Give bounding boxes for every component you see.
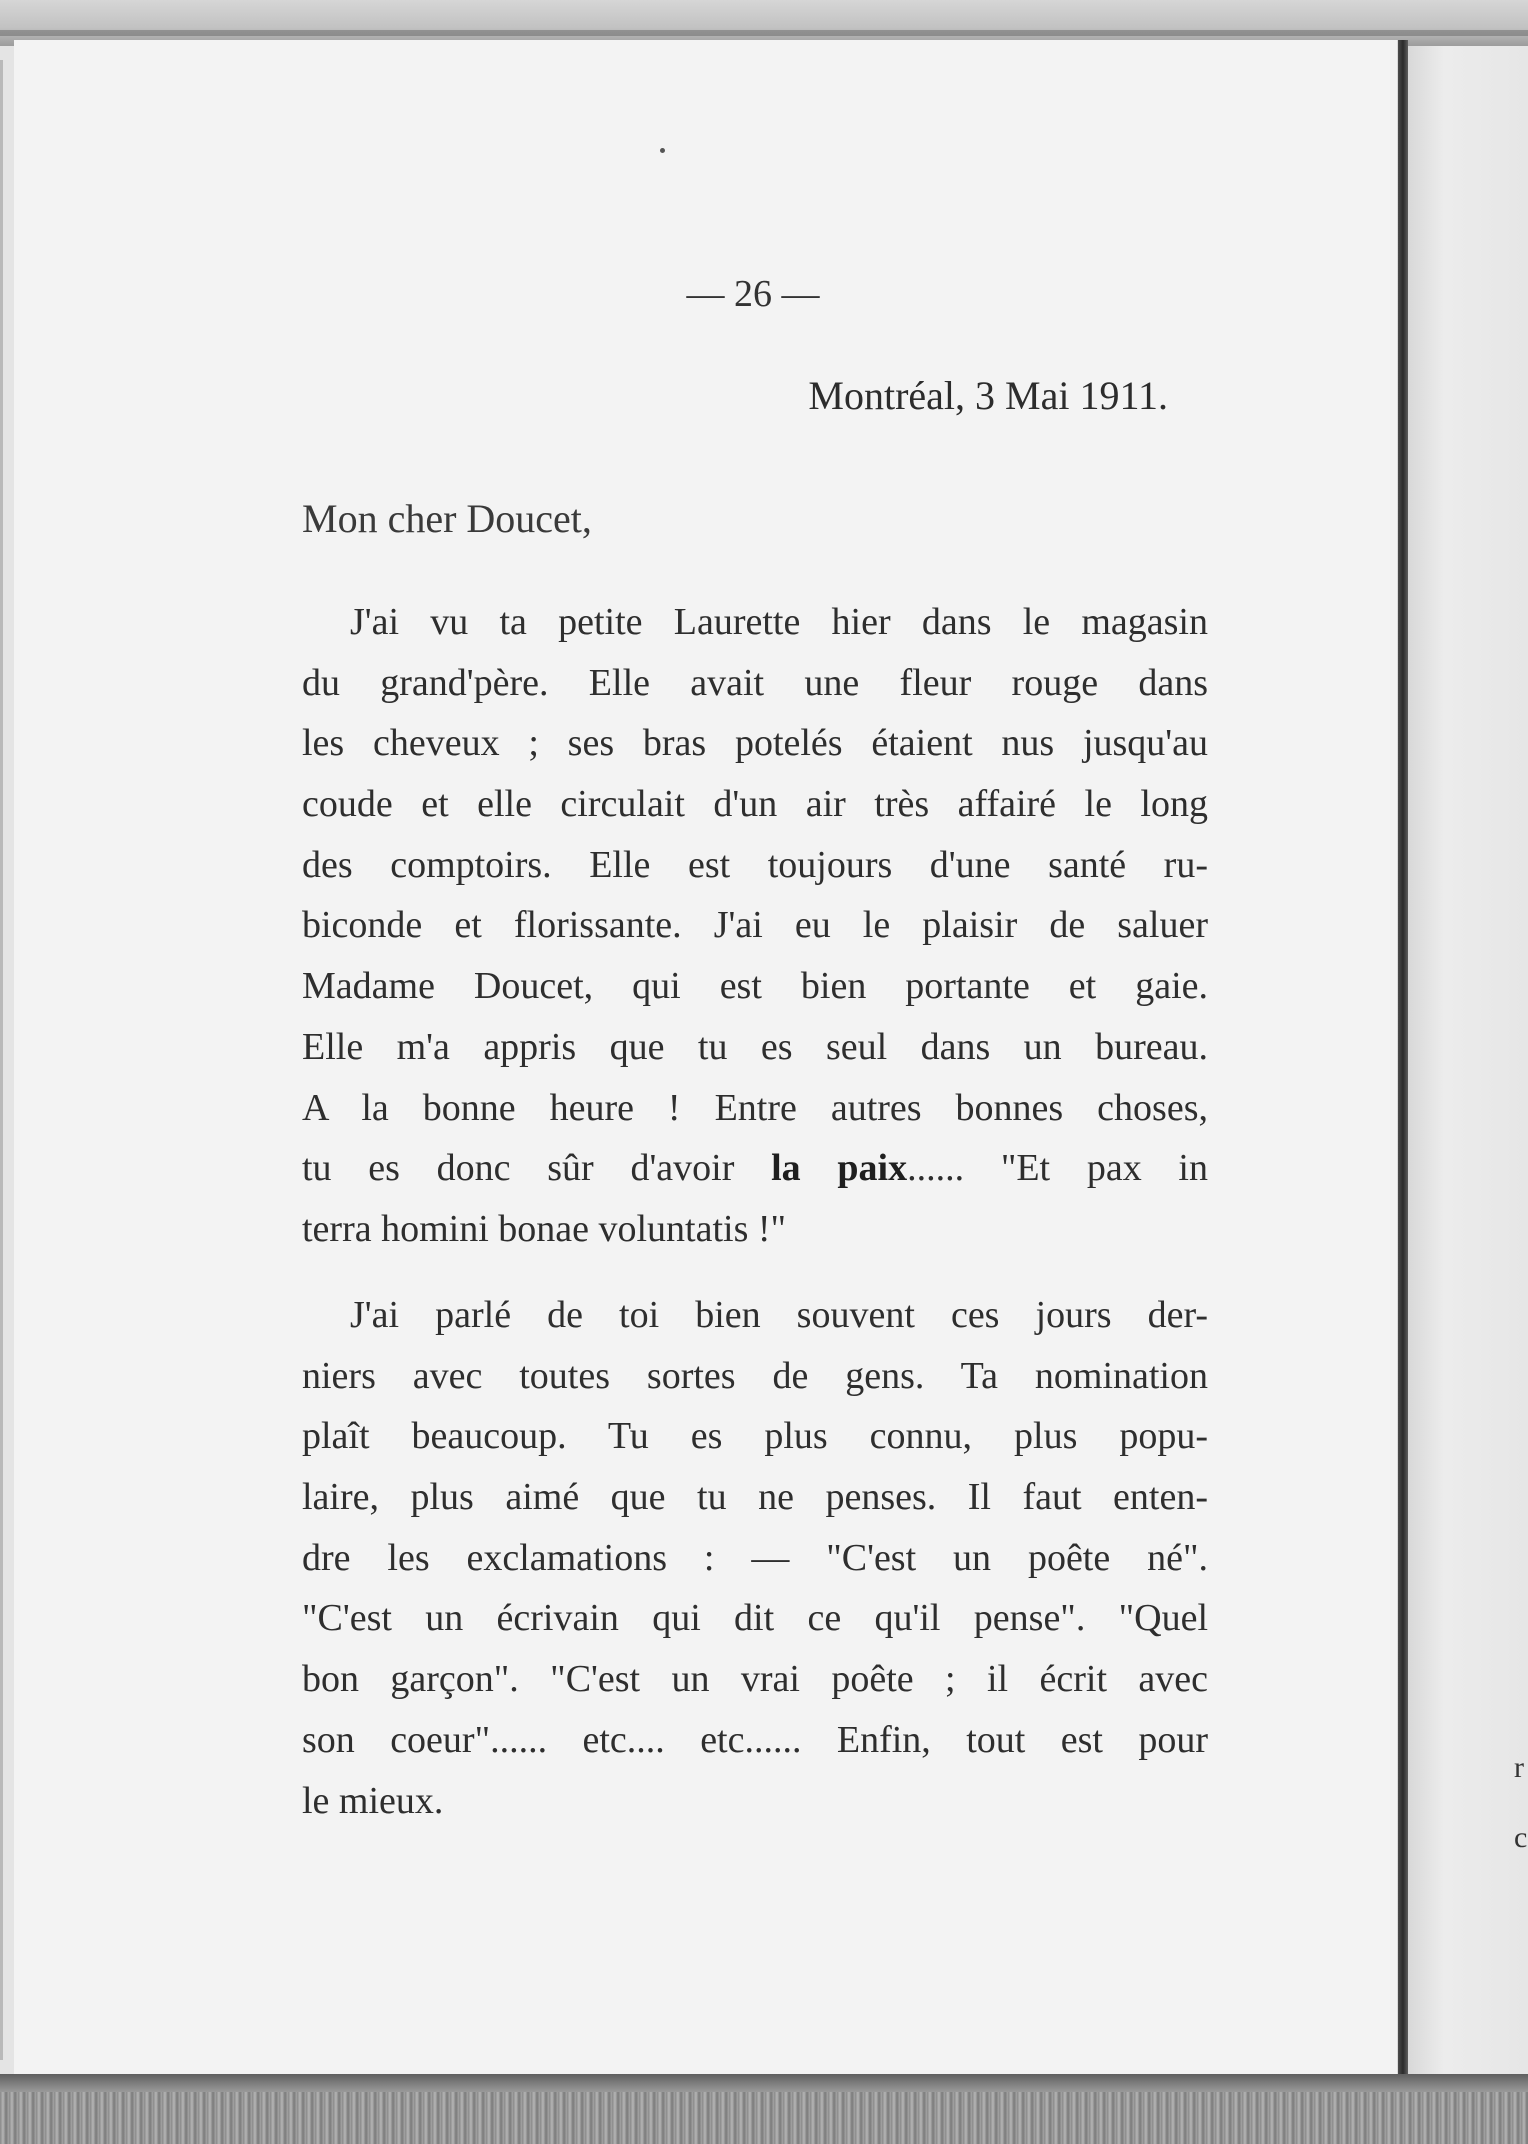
text-line: le mieux. [302,1779,444,1822]
text-line: laire, plus aimé que tu ne penses. Il faut enten- [302,1476,1208,1519]
text-line: Madame Doucet, qui est bien portante et gaie. [302,965,1208,1008]
text-line: biconde et florissante. J'ai eu le plaisir de saluer [302,904,1208,947]
text-fragment: tu es donc sûr d'avoir [302,1147,772,1190]
paragraph-2 [302,1285,1208,1831]
text-line: du grand'père. Elle avait une fleur rouge dans [302,661,1208,704]
dateline: Montréal, 3 Mai 1911. [808,373,1168,418]
text-line: son coeur"...... etc.... etc...... Enfin, tout est pour [302,1718,1208,1761]
text-line: J'ai vu ta petite Laurette hier dans le magasin [350,601,1208,643]
text-fragment: ...... "Et pax in [907,1147,1208,1190]
text-line: niers avec toutes sortes de gens. Ta nomination [302,1354,1208,1397]
book-spine [1398,40,1408,2074]
next-page-glyph: c [1514,1821,1528,1854]
salutation: Mon cher Doucet, [302,496,592,541]
scan-left-edge [0,60,3,2060]
next-page-glyph: r [1514,1751,1524,1784]
text-line: dre les exclamations : — "C'est un poête né". [302,1536,1208,1579]
emphasis-la-paix: la paix [771,1147,908,1190]
ink-speck [660,148,665,153]
text-line: coude et elle circulait d'un air très affairé le long [302,783,1208,826]
text-line: terra homini bonae voluntatis !" [302,1207,787,1250]
text-line: des comptoirs. Elle est toujours d'une santé ru- [302,843,1208,886]
text-line: "C'est un écrivain qui dit ce qu'il pense". "Quel [302,1597,1208,1640]
text-line: plaît beaucoup. Tu es plus connu, plus popu- [302,1415,1208,1458]
text-line: A la bonne heure ! Entre autres bonnes choses, [302,1086,1208,1129]
text-line: Elle m'a appris que tu es seul dans un bureau. [302,1025,1208,1068]
paragraph-1 [302,592,1208,1260]
text-line: bon garçon". "C'est un vrai poête ; il écrit avec [302,1658,1208,1701]
scan-bottom-edge [0,2074,1528,2144]
text-line [302,1138,1208,1199]
text-line: les cheveux ; ses bras potelés étaient nus jusqu'au [302,722,1208,765]
next-page-edge [1408,46,1528,2074]
page-number: — 26 — [686,273,820,315]
text-line: J'ai parlé de toi bien souvent ces jours der- [350,1294,1208,1336]
